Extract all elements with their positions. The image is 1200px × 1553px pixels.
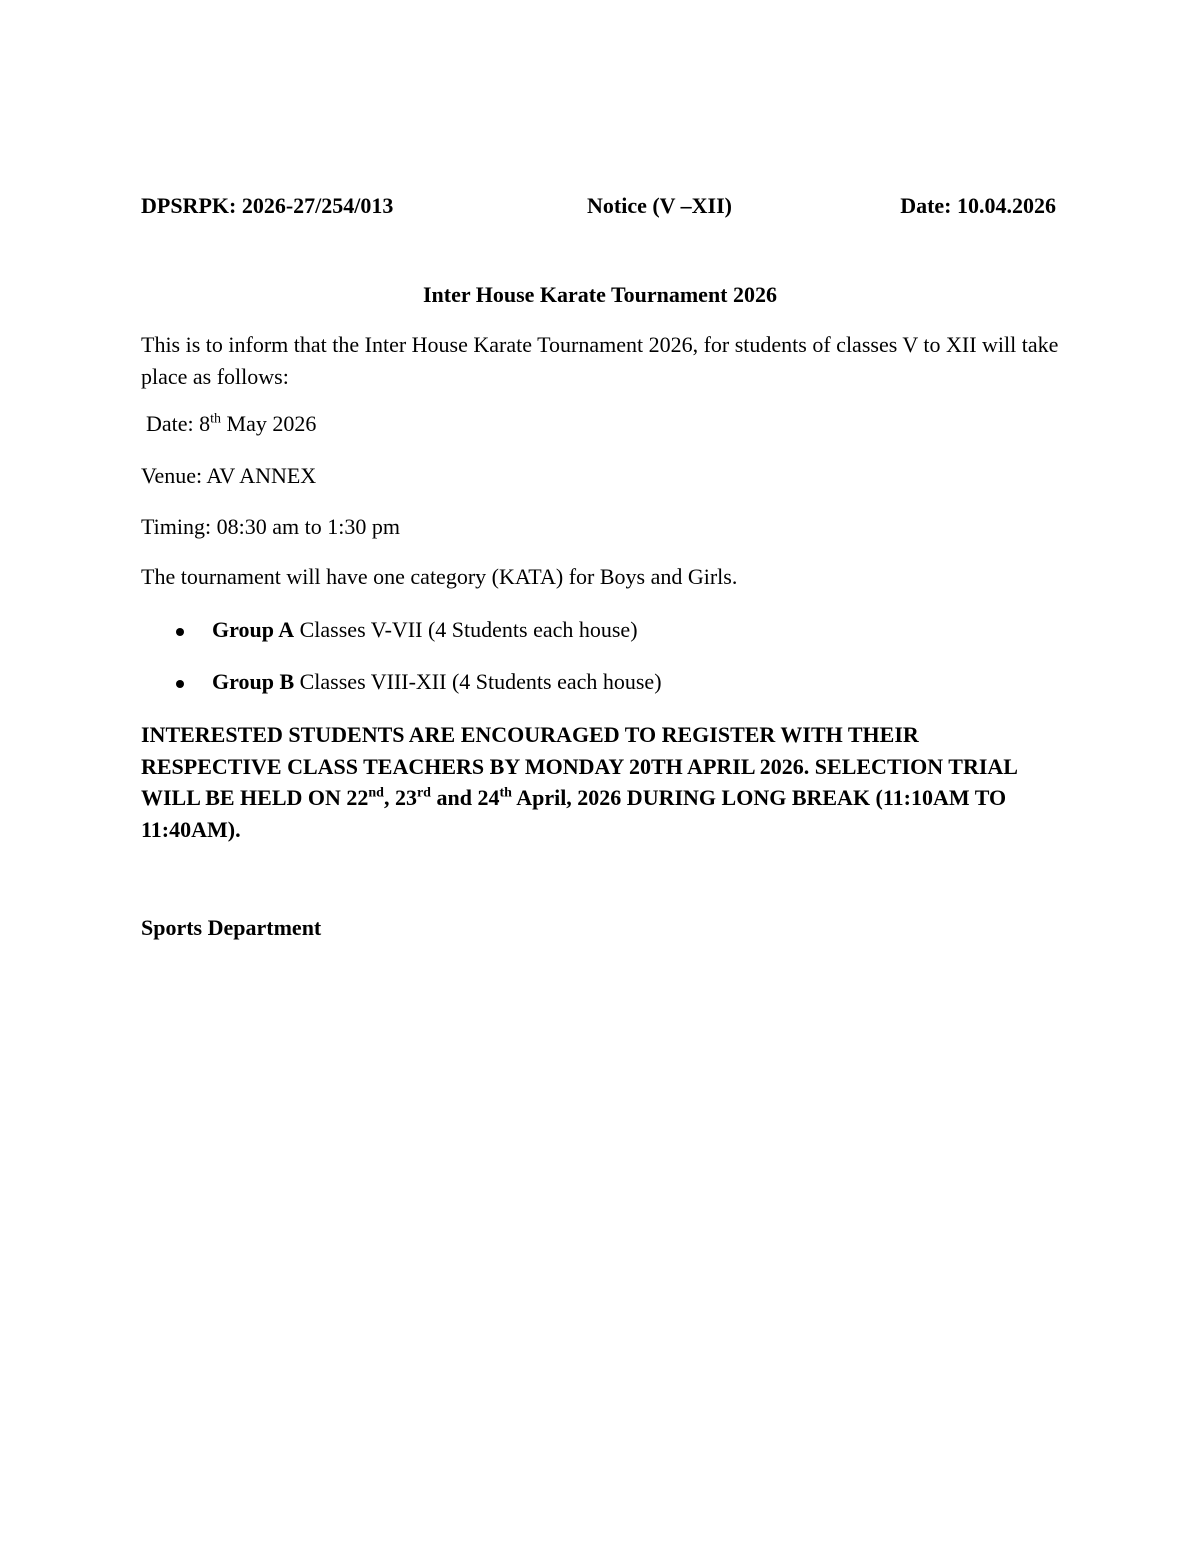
signoff: Sports Department xyxy=(141,915,322,940)
group-text: Classes V-VII (4 Students each house) xyxy=(294,617,638,642)
registration-text-2: , 23 xyxy=(383,785,417,810)
event-venue: Venue: AV ANNEX xyxy=(141,463,317,488)
event-timing: Timing: 08:30 am to 1:30 pm xyxy=(141,514,400,539)
event-date xyxy=(146,411,316,437)
notice-title: Inter House Karate Tournament 2026 xyxy=(422,282,778,307)
notice-classes: Notice (V –XII) xyxy=(587,193,733,218)
registration-sup-1: nd xyxy=(368,785,384,801)
event-date-prefix: Date: 8 xyxy=(146,411,211,436)
bullet-icon xyxy=(176,680,184,688)
registration-sup-3: th xyxy=(499,785,512,801)
registration-text-4: April, 2026 DURING LONG BREAK (11:10AM TO 11:40AM). xyxy=(141,785,1007,842)
event-date-suffix: May 2026 xyxy=(221,411,317,436)
notice-header xyxy=(141,193,1056,225)
registration-sup-2: rd xyxy=(416,785,431,801)
intro-paragraph: This is to inform that the Inter House Karate Tournament 2026, for students of classes V to XII will take place as follows: xyxy=(141,332,1059,389)
notice-date: Date: 10.04.2026 xyxy=(900,193,1056,218)
group-text: Classes VIII-XII (4 Students each house) xyxy=(294,669,662,694)
registration-paragraph xyxy=(141,719,1061,845)
group-label: Group A xyxy=(212,617,295,642)
category-text: The tournament will have one category (KATA) for Boys and Girls. xyxy=(141,564,738,589)
event-date-sup: th xyxy=(210,411,222,427)
registration-text-3: and 24 xyxy=(430,785,500,810)
bullet-icon xyxy=(176,628,184,636)
reference-number: DPSRPK: 2026-27/254/013 xyxy=(141,193,394,218)
group-label: Group B xyxy=(212,669,295,694)
registration-text-1: INTERESTED STUDENTS ARE ENCOURAGED TO REGISTER WITH THEIR RESPECTIVE CLASS TEACHERS BY MONDAY 20TH APRIL 2026. SELECTION TRIAL WILL BE HELD ON 22 xyxy=(141,722,1017,810)
